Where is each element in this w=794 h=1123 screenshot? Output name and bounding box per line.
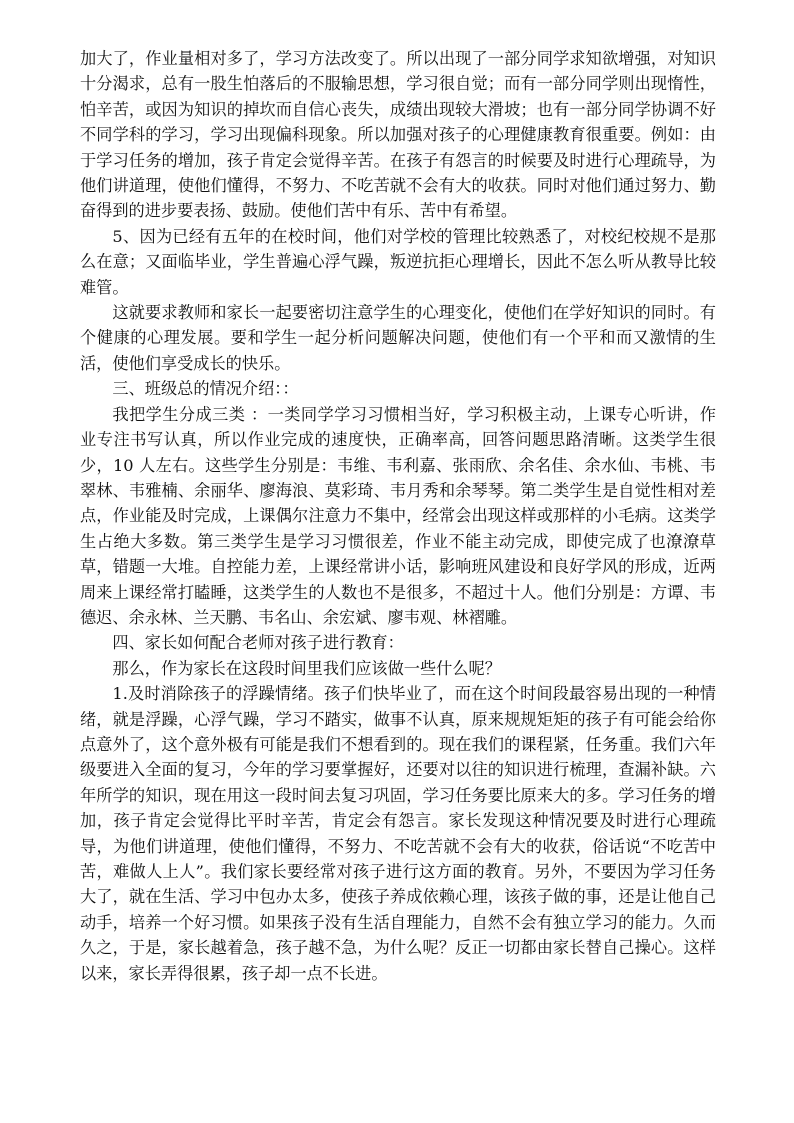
section-heading-4: 四、家长如何配合老师对孩子进行教育：: [112, 633, 404, 653]
document-page: [80, 46, 716, 986]
paragraph-3: 这就要求教师和家长一起要密切注意学生的心理变化，使他们在学好知识的同时。有个健康的心理发展。要和学生一起分析问题解决问题，使他们有一个平和而又激情的生活，使他们享受成长的快乐。: [80, 303, 716, 373]
paragraph-7: 那么，作为家长在这段时间里我们应该做一些什么呢？: [112, 658, 501, 678]
section-heading-3: 三、班级总的情况介绍：：: [112, 379, 299, 399]
paragraph-5: 我把学生分成三类 ：一类同学学习习惯相当好，学习积极主动，上课专心听讲，作业专注书写认真，所以作业完成的速度快，正确率高，回答问题思路清晰。这类学生很少，10 人左右。这些学生分别是：韦维、韦利嘉、张雨欣、余名佳、余水仙、韦桃、韦翠林、韦雅楠、余丽华、廖海浪、莫彩琦、韦月秀和余琴琴。第二类学生是自觉性相对差点，作业能及时完成，上课偶尔注意力不集中，经常会出现这样或那样的小毛病。这类学生占绝大多数。第三类学生是学习习惯很差，作业不能主动完成，即使完成了也潦潦草草，错题一大堆。自控能力差，上课经常讲小话，影响班风建设和良好学风的形成，近两周来上课经常打瞌睡，这类学生的人数也不是很多，不超过十人。他们分别是：方谭、韦德迟、余永林、兰天鹏、韦名山、余宏斌、廖韦观、林褶雕。: [80, 404, 716, 627]
paragraph-2: 5、因为已经有五年的在校时间，他们对学校的管理比较熟悉了，对校纪校规不是那么在意；又面临毕业，学生普遍心浮气躁，叛逆抗拒心理增长，因此不怎么听从教导比较难管。: [80, 226, 716, 297]
paragraph-8: 1.及时消除孩子的浮躁情绪。孩子们快毕业了，而在这个时间段最容易出现的一种情绪，就是浮躁，心浮气躁，学习不踏实，做事不认真，原来规规矩矩的孩子有可能会给你点意外了，这个意外极有可能是我们不想看到的。现在我们的课程紧，任务重。我们六年级要进入全面的复习，今年的学习要掌握好，还要对以往的知识进行梳理，查漏补缺。六年所学的知识，现在用这一段时间去复习巩固，学习任务要比原来大的多。学习任务的增加，孩子肯定会觉得比平时辛苦，肯定会有怨言。家长发现这种情况要及时进行心理疏导，为他们讲道理，使他们懂得，不努力、不吃苦就不会有大的收获，俗话说“不吃苦中苦，难做人上人”。我们家长要经常对孩子进行这方面的教育。另外，不要因为学习任务大了，就在生活、学习中包办太多，使孩子养成依赖心理，该孩子做的事，还是让他自己动手，培养一个好习惯。如果孩子没有生活自理能力，自然不会有独立学习的能力。久而久之，于是，家长越着急，孩子越不急，为什么呢？反正一切都由家长替自己操心。这样以来，家长弄得很累，孩子却一点不长进。: [80, 684, 716, 983]
paragraph-1: 加大了，作业量相对多了，学习方法改变了。所以出现了一部分同学求知欲增强，对知识十分渴求，总有一股生怕落后的不服输思想，学习很自觉；而有一部分同学则出现惰性，怕辛苦，或因为知识的掉坎而自信心丧失，成绩出现较大滑坡；也有一部分同学协调不好不同学科的学习，学习出现偏科现象。所以加强对孩子的心理健康教育很重要。例如：由于学习任务的增加，孩子肯定会觉得辛苦。在孩子有怨言的时候要及时进行心理疏导，为他们讲道理，使他们懂得，不努力、不吃苦就不会有大的收获。同时对他们通过努力、勤奋得到的进步要表扬、鼓励。使他们苦中有乐、苦中有希望。: [80, 49, 716, 221]
